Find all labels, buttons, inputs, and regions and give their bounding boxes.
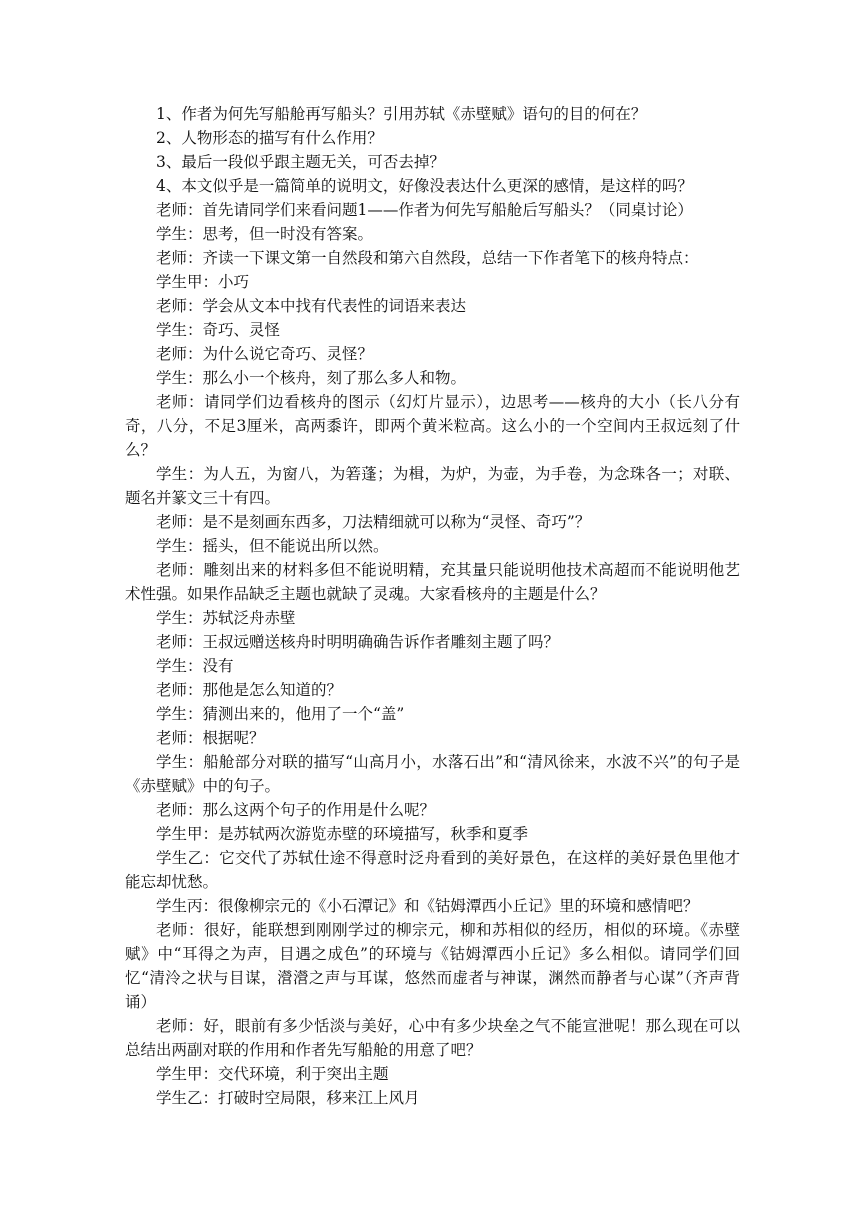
dialogue-line: 学生：没有: [156, 657, 234, 675]
dialogue-line: 老师：很好，能联想到刚刚学过的柳宗元，柳和苏相似的经历，相似的环境。《赤壁赋》中“耳得之为声，目遇之成色”的环境与《钴姆潭西小丘记》多么相似。请同学们回忆“清泠之状与目谋，瀯瀯之声与耳谋，悠然而虚者与神谋，渊然而静者与心谋”（齐声背诵）: [125, 921, 740, 1011]
dialogue-line: 老师：为什么说它奇巧、灵怪？: [156, 345, 374, 363]
dialogue-line: 学生甲：交代环境，利于突出主题: [156, 1065, 389, 1083]
dialogue-line: 老师：那么这两个句子的作用是什么呢？: [156, 801, 436, 819]
dialogue-line: 学生：船舱部分对联的描写“山高月小，水落石出”和“清风徐来，水波不兴”的句子是《赤壁赋》中的句子。: [125, 753, 740, 795]
dialogue-line: 老师：好，眼前有多少恬淡与美好，心中有多少块垒之气不能宣泄呢！那么现在可以总结出两副对联的作用和作者先写船舱的用意了吧？: [125, 1017, 740, 1059]
dialogue-line: 老师：根据呢？: [156, 729, 265, 747]
document-body: [125, 102, 740, 1110]
question-3: 3、最后一段似乎跟主题无关，可否去掉？: [156, 153, 445, 171]
question-2: 2、人物形态的描写有什么作用？: [156, 129, 383, 147]
dialogue-line: 学生：奇巧、灵怪: [156, 321, 281, 339]
dialogue-line: 老师：首先请同学们来看问题1——作者为何先写船舱后写船头？（同桌讨论）: [156, 201, 693, 219]
dialogue-line: 学生：那么小一个核舟，刻了那么多人和物。: [156, 369, 467, 387]
dialogue-line: 学生乙：它交代了苏轼仕途不得意时泛舟看到的美好景色，在这样的美好景色里他才能忘却忧愁。: [125, 849, 740, 891]
dialogue-line: 老师：雕刻出来的材料多但不能说明精，充其量只能说明他技术高超而不能说明他艺术性强。如果作品缺乏主题也就缺了灵魂。大家看核舟的主题是什么？: [125, 561, 740, 603]
dialogue-line: 学生甲：是苏轼两次游览赤壁的环境描写，秋季和夏季: [156, 825, 529, 843]
dialogue-line: 老师：请同学们边看核舟的图示（幻灯片显示），边思考——核舟的大小（长八分有奇，八分，不足3厘米，高两黍许，即两个黄米粒高。这么小的一个空间内王叔远刻了什么？: [125, 393, 740, 459]
dialogue-line: 学生乙：打破时空局限，移来江上风月: [156, 1089, 420, 1107]
dialogue-line: 学生：苏轼泛舟赤壁: [156, 609, 296, 627]
dialogue-line: 老师：是不是刻画东西多，刀法精细就可以称为“灵怪、奇巧”？: [156, 513, 591, 531]
dialogue-line: 老师：王叔远赠送核舟时明明确确告诉作者雕刻主题了吗？: [156, 633, 560, 651]
dialogue-line: 老师：学会从文本中找有代表性的词语来表达: [156, 297, 467, 315]
dialogue-line: 学生：为人五，为窗八，为箬蓬；为楫，为炉，为壶，为手卷，为念珠各一；对联、题名并篆文三十有四。: [125, 465, 740, 507]
dialogue-line: 老师：齐读一下课文第一自然段和第六自然段，总结一下作者笔下的核舟特点：: [156, 249, 699, 267]
dialogue-line: 学生：摇头，但不能说出所以然。: [156, 537, 389, 555]
dialogue-line: 学生：猜测出来的，他用了一个“盖”: [156, 705, 405, 723]
dialogue-line: 学生：思考，但一时没有答案。: [156, 225, 374, 243]
dialogue-line: 学生甲：小巧: [156, 273, 250, 291]
question-1: 1、作者为何先写船舱再写船头？引用苏轼《赤壁赋》语句的目的何在？: [156, 105, 647, 123]
dialogue-line: 老师：那他是怎么知道的？: [156, 681, 343, 699]
dialogue-line: 学生丙：很像柳宗元的《小石潭记》和《钴姆潭西小丘记》里的环境和感情吧？: [156, 897, 699, 915]
question-4: 4、本文似乎是一篇简单的说明文，好像没表达什么更深的感情，是这样的吗？: [156, 177, 693, 195]
